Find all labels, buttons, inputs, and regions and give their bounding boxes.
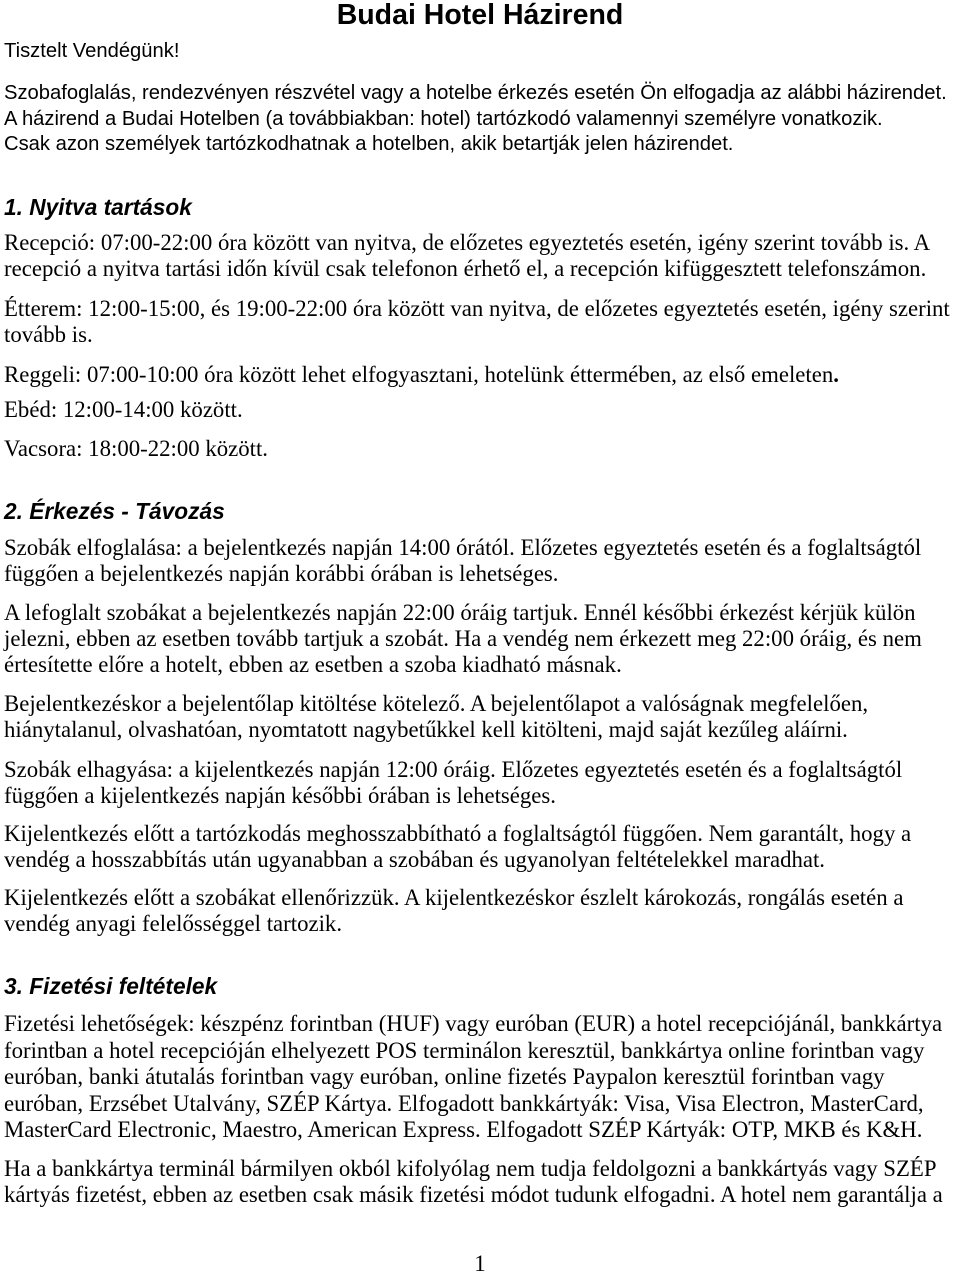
paragraph-line: jelezni, ebben az esetben tovább tartjuk a szobát. Ha a vendég nem érkezett meg 22:00 óráig, és nem xyxy=(4,626,922,651)
paragraph-line: vendég a hosszabbítás után ugyanabban a szobában és ugyanolyan feltételekkel maradhat. xyxy=(4,847,826,872)
paragraph-room-inspection xyxy=(4,885,903,937)
section-heading-payment-terms: 3. Fizetési feltételek xyxy=(4,973,218,999)
intro-paragraph xyxy=(4,81,947,158)
paragraph-stay-extension xyxy=(4,821,911,873)
intro-line: Csak azon személyek tartózkodhatnak a hotelben, akik betartják jelen házirendet. xyxy=(4,133,734,155)
paragraph-line: Étterem: 12:00-15:00, és 19:00-22:00 óra között van nyitva, de előzetes egyeztetés esetén, igény szerint xyxy=(4,296,950,321)
paragraph-line: Szobák elfoglalása: a bejelentkezés napján 14:00 órától. Előzetes egyeztetés esetén és a foglaltságtól xyxy=(4,535,922,560)
paragraph-payment-options xyxy=(4,1011,942,1144)
paragraph-line: Fizetési lehetőségek: készpénz forintban (HUF) vagy euróban (EUR) a hotel recepciójánál, bankkártya xyxy=(4,1011,943,1036)
paragraph-registration-form xyxy=(4,691,868,743)
paragraph-line: euróban, banki átutalás forintban vagy euróban, online fizetés Paypalon keresztül forintban vagy xyxy=(4,1064,885,1089)
page-number: 1 xyxy=(474,1251,486,1274)
paragraph-room-hold xyxy=(4,600,922,678)
paragraph-lunch xyxy=(4,397,243,423)
greeting: Tisztelt Vendégünk! xyxy=(4,40,180,62)
paragraph-line: Vacsora: 18:00-22:00 között. xyxy=(4,436,269,461)
paragraph-line: Kijelentkezés előtt a szobákat ellenőrizzük. A kijelentkezéskor észlelt károkozás, rongálás esetén a xyxy=(4,885,904,910)
paragraph-check-in-time xyxy=(4,535,921,587)
paragraph-breakfast xyxy=(4,362,839,388)
paragraph-line: hiánytalanul, olvashatóan, nyomtatott nagybetűkkel kell kitölteni, majd saját kezűleg aláírni. xyxy=(4,717,848,742)
paragraph-line: függően a bejelentkezés napján korábbi órában is lehetséges. xyxy=(4,561,559,586)
paragraph-line: recepció a nyitva tartási időn kívül csak telefonon érhető el, a recepción kifüggesztett telefonszámon. xyxy=(4,256,927,281)
bold-period: . xyxy=(833,362,839,387)
section-heading-arrival-departure: 2. Érkezés - Távozás xyxy=(4,498,225,524)
section-heading-opening-hours: 1. Nyitva tartások xyxy=(4,194,192,220)
paragraph-line: forintban a hotel recepcióján elhelyezett POS terminálon keresztül, bankkártya online forintban vagy xyxy=(4,1037,925,1063)
paragraph-line xyxy=(4,362,839,388)
page-title: Budai Hotel Házirend xyxy=(336,0,624,31)
paragraph-line: kártyás fizetést, ebben az esetben csak másik fizetési módot tudunk elfogadni. A hotel nem garantálja a xyxy=(4,1182,943,1207)
paragraph-line: Bejelentkezéskor a bejelentőlap kitöltése kötelező. A bejelentőlapot a valóságnak megfelelően, xyxy=(4,691,869,716)
paragraph-line: Szobák elhagyása: a kijelentkezés napján 12:00 óráig. Előzetes egyeztetés esetén és a foglaltságtól xyxy=(4,757,903,782)
paragraph-line: függően a kijelentkezés napján későbbi órában is lehetséges. xyxy=(4,783,557,808)
paragraph-line: euróban, Erzsébet Utalvány, SZÉP Kártya. Elfogadott bankkártyák: Visa, Visa Electron, MasterCard, xyxy=(4,1090,924,1116)
paragraph-line: A lefoglalt szobákat a bejelentkezés napján 22:00 óráig tartjuk. Ennél későbbi érkezést kérjük külön xyxy=(4,600,916,625)
breakfast-text: Reggeli: 07:00-10:00 óra között lehet elfogyasztani, hotelünk éttermében, az első emeleten xyxy=(4,362,834,387)
paragraph-line: Ebéd: 12:00-14:00 között. xyxy=(4,397,243,422)
paragraph-terminal-failure xyxy=(4,1156,943,1208)
paragraph-line: Recepció: 07:00-22:00 óra között van nyitva, de előzetes egyeztetés esetén, igény szerint tovább is. A xyxy=(4,230,931,255)
intro-line: A házirend a Budai Hotelben (a továbbiakban: hotel) tartózkodó valamennyi személyre vonatkozik. xyxy=(4,107,883,130)
paragraph-dinner xyxy=(4,436,268,462)
paragraph-line: MasterCard Electronic, Maestro, American Express. Elfogadott SZÉP Kártyák: OTP, MKB és K&H. xyxy=(4,1117,923,1142)
paragraph-reception xyxy=(4,230,930,282)
paragraph-restaurant xyxy=(4,296,950,348)
intro-line: Szobafoglalás, rendezvényen részvétel vagy a hotelbe érkezés esetén Ön elfogadja az alábbi házirendet. xyxy=(4,82,947,104)
paragraph-check-out-time xyxy=(4,757,902,809)
paragraph-line: tovább is. xyxy=(4,322,93,347)
paragraph-line: értesítette előre a hotelt, ebben az esetben a szoba kiadható másnak. xyxy=(4,652,622,677)
paragraph-line: Ha a bankkártya terminál bármilyen okból kifolyólag nem tudja feldolgozni a bankkártyás vagy SZÉP xyxy=(4,1156,937,1181)
paragraph-line: vendég anyagi felelősséggel tartozik. xyxy=(4,911,343,936)
paragraph-line: Kijelentkezés előtt a tartózkodás meghosszabbítható a foglaltságtól függően. Nem garantált, hogy a xyxy=(4,821,912,846)
